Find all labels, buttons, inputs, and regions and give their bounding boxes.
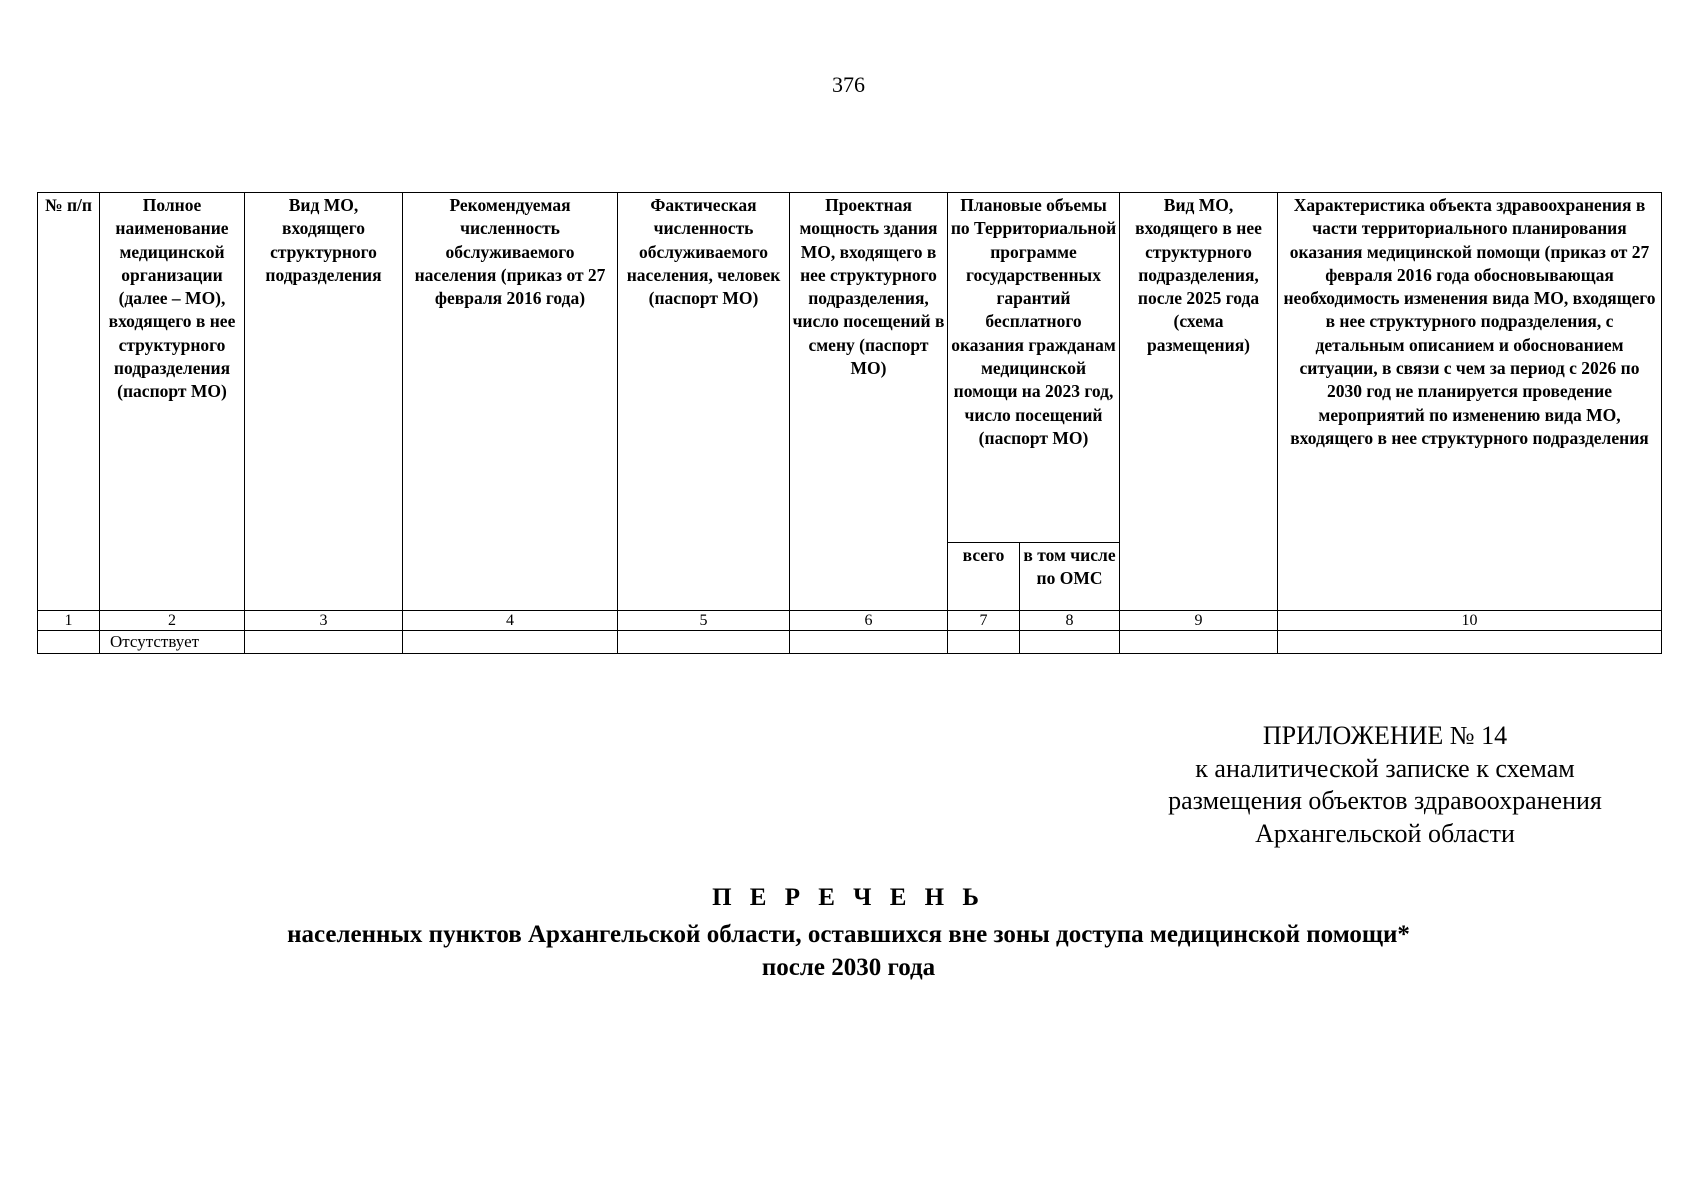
column-number: 2	[100, 611, 245, 631]
table-cell	[790, 631, 948, 654]
page-number: 376	[832, 72, 865, 97]
list-subtitle-line: населенных пунктов Архангельской области, оставшихся вне зоны доступа медицинской помощи*	[287, 921, 1410, 948]
table-row	[38, 631, 1662, 654]
table-cell	[245, 631, 403, 654]
header-actual-population: Фактическая численность обслуживаемого населения, человек (паспорт МО)	[618, 193, 790, 611]
column-number-row	[38, 611, 1662, 631]
table-cell	[403, 631, 618, 654]
list-title: П Е Р Е Ч Е Н Ь	[712, 884, 985, 911]
column-number: 5	[618, 611, 790, 631]
facilities-table	[37, 192, 1662, 654]
table-cell	[1120, 631, 1278, 654]
list-subtitle	[0, 918, 1697, 984]
table-cell	[38, 631, 100, 654]
header-number: № п/п	[38, 193, 100, 611]
column-number: 1	[38, 611, 100, 631]
header-organization-name: Полное наименование медицинской организации (далее – МО), входящего в нее структурного подразделения (паспорт МО)	[100, 193, 245, 611]
header-mo-type-after-2025: Вид МО, входящего в нее структурного подразделения, после 2025 года (схема размещения)	[1120, 193, 1278, 611]
appendix-block	[1130, 720, 1640, 850]
header-mo-type: Вид МО, входящего структурного подразделения	[245, 193, 403, 611]
table-cell	[618, 631, 790, 654]
header-recommended-population: Рекомендуемая численность обслуживаемого населения (приказ от 27 февраля 2016 года)	[403, 193, 618, 611]
column-number: 9	[1120, 611, 1278, 631]
column-number: 3	[245, 611, 403, 631]
column-number: 6	[790, 611, 948, 631]
table-cell: Отсутствует	[100, 631, 245, 654]
column-number: 7	[948, 611, 1020, 631]
table-header-row	[38, 193, 1662, 543]
appendix-line: Архангельской области	[1255, 818, 1515, 848]
header-characteristic: Характеристика объекта здравоохранения в части территориального планирования оказания медицинской помощи (приказ от 27 февраля 2016 года обосновывающая необходимость изменения вида МО, входящего в нее структурного подразделения, с детальным описанием и обоснованием ситуации, в связи с чем за период с 2026 по 2030 год не планируется проведение мероприятий по изменению вида МО, входящего в нее структурного подразделения	[1278, 193, 1662, 611]
column-number: 8	[1020, 611, 1120, 631]
header-design-capacity: Проектная мощность здания МО, входящего в нее структурного подразделения, число посещений в смену (паспорт МО)	[790, 193, 948, 611]
table-cell	[1278, 631, 1662, 654]
appendix-line: размещения объектов здравоохранения	[1168, 786, 1602, 815]
header-including-oms: в том числе по ОМС	[1020, 543, 1120, 611]
list-subtitle-line: после 2030 года	[761, 954, 936, 981]
appendix-title: ПРИЛОЖЕНИЕ № 14	[1262, 721, 1508, 750]
column-number: 4	[403, 611, 618, 631]
column-number: 10	[1278, 611, 1662, 631]
table-cell	[948, 631, 1020, 654]
appendix-line: к аналитической записке к схемам	[1195, 753, 1575, 783]
header-total: всего	[948, 543, 1020, 611]
header-planned-volumes: Плановые объемы по Территориальной программе государственных гарантий бесплатного оказания гражданам медицинской помощи на 2023 год, число посещений (паспорт МО)	[948, 193, 1120, 543]
table-cell	[1020, 631, 1120, 654]
